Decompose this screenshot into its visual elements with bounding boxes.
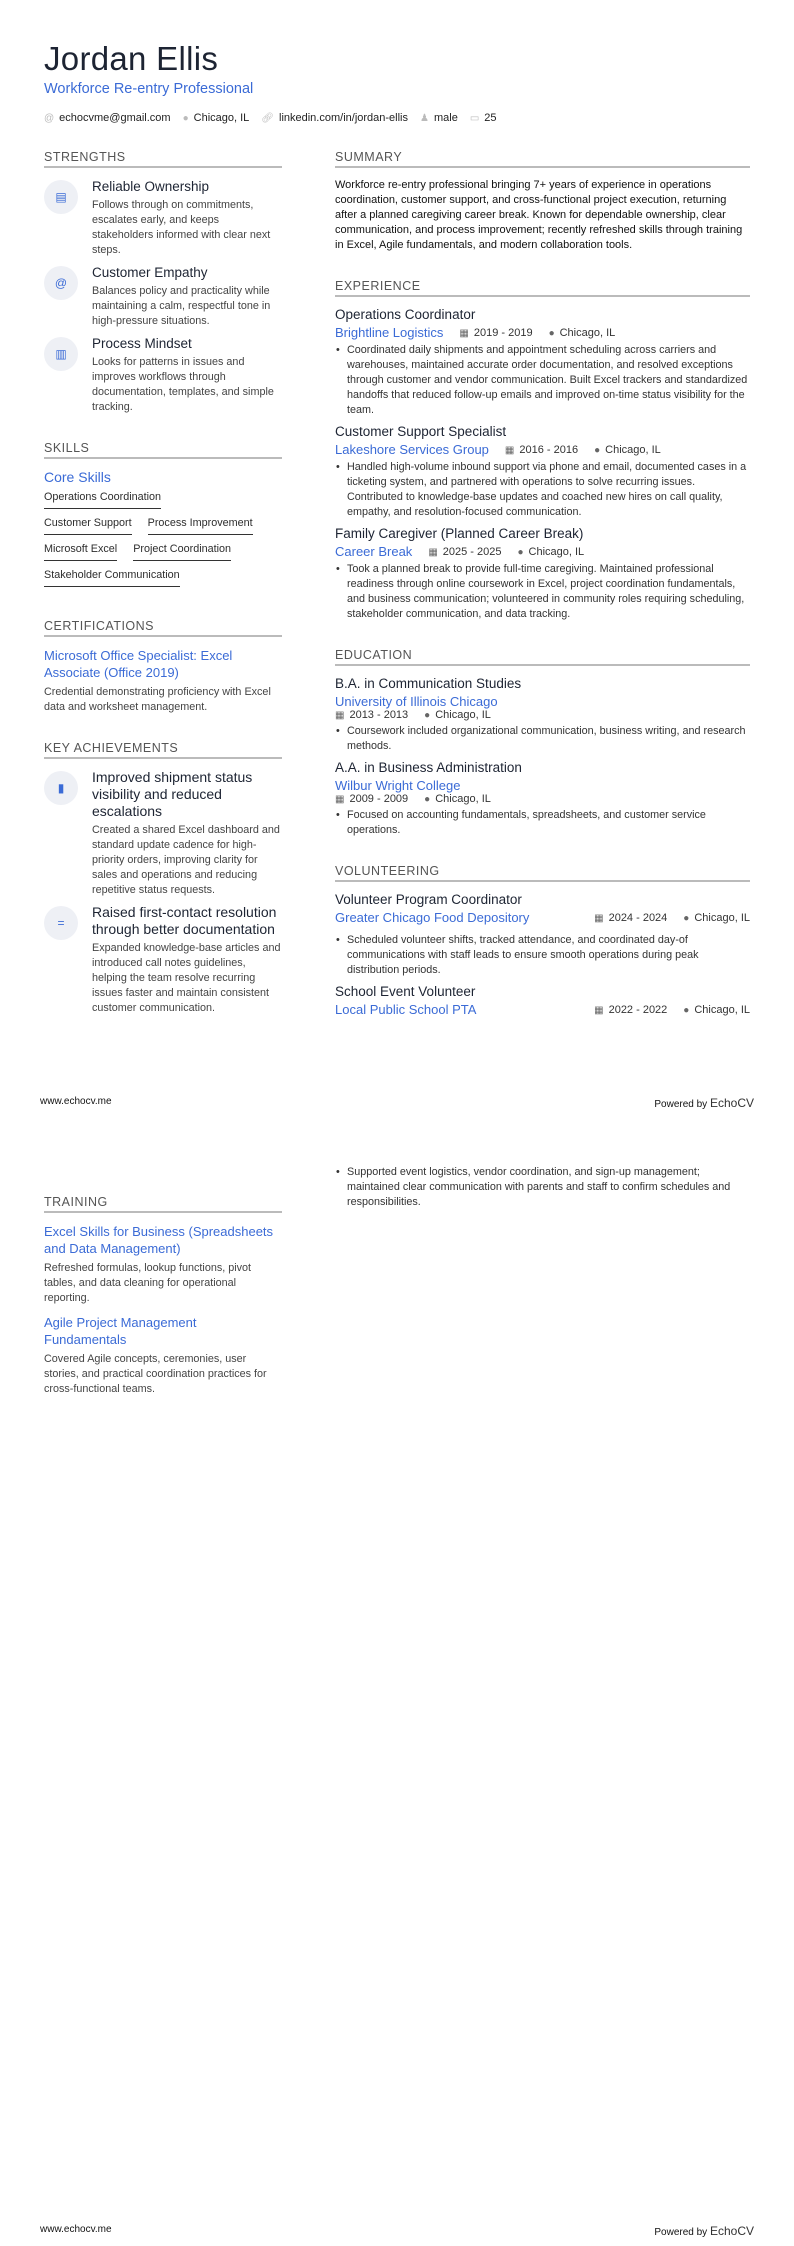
section-heading: KEY ACHIEVEMENTS <box>44 741 282 759</box>
strength-item <box>44 264 282 329</box>
location-pin-icon: ● <box>182 113 189 124</box>
chart-icon: ▥ <box>44 337 78 371</box>
link-icon: 🔗︎ <box>261 113 274 124</box>
volunteer-location: Chicago, IL <box>694 1003 750 1016</box>
calendar-icon: ▭ <box>469 113 480 124</box>
volunteer-title: Volunteer Program Coordinator <box>335 892 522 907</box>
school-name: Wilbur Wright College <box>335 778 461 793</box>
candidate-name: Jordan Ellis <box>44 40 219 77</box>
experience-item <box>335 307 750 418</box>
contact-list <box>44 112 750 124</box>
skill-tag: Process Improvement <box>148 515 253 535</box>
job-bullet: • Took a planned break to provide full-time caregiving. Maintained professional readiness through online coursework in Excel, project coordination fundamentals, and business communication; volunteered in community roles requiring scheduling, stakeholder communication, and data tracking. <box>335 562 750 622</box>
organization-name: Local Public School PTA <box>335 1002 477 1017</box>
company-name: Career Break <box>335 544 413 559</box>
location-pin-icon: ● <box>424 710 431 721</box>
job-title: Customer Support Specialist <box>335 424 507 439</box>
edu-location: Chicago, IL <box>435 793 491 805</box>
location-pin-icon: ● <box>517 546 524 558</box>
lines-icon: = <box>44 906 78 940</box>
strength-desc: Looks for patterns in issues and improves workflows through documentation, templates, and simple tracking. <box>92 356 274 413</box>
achievement-title: Improved shipment status visibility and reduced escalations <box>92 769 253 819</box>
volunteer-dates: 2022 - 2022 <box>608 1003 668 1016</box>
calendar-icon: ▦ <box>459 327 469 339</box>
education-item <box>335 676 750 754</box>
resume-page-2 <box>0 1123 794 2246</box>
contact-text: echocvme@gmail.com <box>59 112 171 124</box>
volunteer-bullet: • Scheduled volunteer shifts, tracked attendance, and coordinated day-of communications with staff leads to ensure smooth operations during peak distribution periods. <box>335 933 750 978</box>
summary-section <box>335 150 750 253</box>
volunteer-location: Chicago, IL <box>694 911 750 924</box>
degree: B.A. in Communication Studies <box>335 676 522 691</box>
training-desc: Covered Agile concepts, ceremonies, user stories, and practical coordination practices for cross-functional teams. <box>44 1353 267 1395</box>
summary-text: Workforce re-entry professional bringing 7+ years of experience in operations coordination, customer support, and cross-functional project execution, returning after a planned caregiving career break. Known for dependable ownership, clear communication, and process improvement; recently refreshed skills through training in Excel, Agile fundamentals, and modern collaboration tools. <box>335 179 743 251</box>
left-column-continued <box>44 1195 282 1423</box>
candidate-title: Workforce Re-entry Professional <box>44 81 254 97</box>
education-item <box>335 760 750 838</box>
calendar-icon: ▦ <box>594 1004 604 1016</box>
powered-by-label: Powered by <box>654 2227 708 2238</box>
strength-desc: Balances policy and practicality while maintaining a calm, respectful tone in high-pressure situations. <box>92 285 271 327</box>
training-section <box>44 1195 282 1397</box>
experience-section <box>335 279 750 622</box>
contact-text: Chicago, IL <box>193 112 250 124</box>
powered-by <box>654 2224 754 2238</box>
volunteering-section <box>335 864 750 1017</box>
powered-by <box>654 1096 754 1110</box>
resume-header <box>44 40 750 124</box>
contact-gender <box>420 112 458 124</box>
calendar-icon: ▦ <box>594 912 604 924</box>
edu-bullet: • Focused on accounting fundamentals, spreadsheets, and customer service operations. <box>335 808 750 838</box>
contact-text: 25 <box>484 112 497 124</box>
footer-site-link[interactable]: www.echocv.me <box>40 2224 112 2235</box>
volunteer-title: School Event Volunteer <box>335 984 476 999</box>
brand-logo[interactable]: EchoCV <box>709 1096 754 1110</box>
edu-dates: 2013 - 2013 <box>349 709 409 721</box>
volunteer-bullet: • Supported event logistics, vendor coordination, and sign-up management; maintained clear communication with parents and staff to confirm schedules and responsibilities. <box>335 1165 750 1210</box>
training-desc: Refreshed formulas, lookup functions, pivot tables, and data cleaning for operational reporting. <box>44 1262 252 1304</box>
company-name: Brightline Logistics <box>335 325 444 340</box>
at-icon: @ <box>44 113 55 124</box>
calendar-icon: ▦ <box>428 546 438 558</box>
job-location: Chicago, IL <box>528 545 585 558</box>
at-icon: @ <box>44 266 78 300</box>
document-icon: ▮ <box>44 771 78 805</box>
skill-group-title: Core Skills <box>44 469 111 485</box>
skill-tag: Customer Support <box>44 515 132 535</box>
strength-item <box>44 178 282 258</box>
edu-location: Chicago, IL <box>435 709 491 721</box>
achievement-item <box>44 769 282 898</box>
right-column-continued <box>335 1165 750 1210</box>
right-column <box>335 150 750 1043</box>
contact-age <box>470 112 497 124</box>
calendar-icon: ▦ <box>504 444 515 456</box>
company-name: Lakeshore Services Group <box>335 442 489 457</box>
location-pin-icon: ● <box>594 444 601 456</box>
page-footer <box>40 1096 754 1110</box>
calendar-icon: ▦ <box>335 710 345 721</box>
section-heading: EXPERIENCE <box>335 279 750 297</box>
contact-linkedin[interactable] <box>261 112 408 124</box>
experience-item <box>335 424 750 520</box>
page-footer <box>40 2224 754 2238</box>
achievements-section <box>44 741 282 1016</box>
degree: A.A. in Business Administration <box>335 760 522 775</box>
section-heading: CERTIFICATIONS <box>44 619 282 637</box>
job-dates: 2016 - 2016 <box>519 443 579 456</box>
job-location: Chicago, IL <box>559 326 616 339</box>
footer-site-link[interactable]: www.echocv.me <box>40 1096 112 1107</box>
school-name: University of Illinois Chicago <box>335 694 498 709</box>
achievement-title: Raised first-contact resolution through better documentation <box>92 904 277 937</box>
left-column <box>44 150 282 1042</box>
calendar-icon: ▦ <box>335 794 345 805</box>
contact-email[interactable] <box>44 112 171 124</box>
volunteer-dates: 2024 - 2024 <box>608 911 668 924</box>
volunteer-item <box>335 984 750 1017</box>
section-heading: SUMMARY <box>335 150 750 168</box>
training-title: Excel Skills for Business (Spreadsheets and Data Management) <box>44 1224 274 1256</box>
organization-name: Greater Chicago Food Depository <box>335 910 530 925</box>
certification-desc: Credential demonstrating proficiency with Excel data and worksheet management. <box>44 686 271 713</box>
achievement-desc: Created a shared Excel dashboard and standard update cadence for high-priority orders, improving clarity for sales and operations and reducing repetitive status requests. <box>92 824 280 896</box>
job-bullet: • Handled high-volume inbound support via phone and email, documented cases in a ticketing system, and partnered with operations to solve recurring issues. Contributed to knowledge-base updates and coached new hires on call quality, empathy, and resolution-focused communication. <box>335 460 750 520</box>
strength-title: Reliable Ownership <box>92 179 210 194</box>
section-heading: SKILLS <box>44 441 282 459</box>
strength-title: Customer Empathy <box>92 265 208 280</box>
experience-item <box>335 526 750 622</box>
achievement-desc: Expanded knowledge-base articles and introduced call notes guidelines, helping the team resolve recurring issues faster and maintain consistent customer communication. <box>92 942 281 1014</box>
strength-title: Process Mindset <box>92 336 192 351</box>
skill-tags <box>44 489 282 593</box>
skill-tag: Project Coordination <box>133 541 231 561</box>
job-title: Family Caregiver (Planned Career Break) <box>335 526 584 541</box>
location-pin-icon: ● <box>548 327 555 339</box>
job-title: Operations Coordinator <box>335 307 476 322</box>
section-heading: STRENGTHS <box>44 150 282 168</box>
job-dates: 2025 - 2025 <box>442 545 502 558</box>
skill-tag: Stakeholder Communication <box>44 567 180 587</box>
contact-location <box>183 112 250 124</box>
job-dates: 2019 - 2019 <box>473 326 533 339</box>
powered-by-label: Powered by <box>654 1099 708 1110</box>
location-pin-icon: ● <box>683 1004 690 1016</box>
cake-icon: ▤ <box>44 180 78 214</box>
certification-title: Microsoft Office Specialist: Excel Associate (Office 2019) <box>44 648 233 680</box>
strength-desc: Follows through on commitments, escalates early, and keeps stakeholders informed with clear next steps. <box>92 199 271 256</box>
person-icon: ♟ <box>420 113 429 124</box>
contact-text: linkedin.com/in/jordan-ellis <box>279 112 409 124</box>
skill-tag: Operations Coordination <box>44 489 161 509</box>
location-pin-icon: ● <box>424 794 431 805</box>
volunteer-item <box>335 892 750 978</box>
training-title: Agile Project Management Fundamentals <box>44 1315 197 1347</box>
job-bullet: • Coordinated daily shipments and appointment scheduling across carriers and warehouses, maintained accurate order documentation, and resolved exceptions through customer and vendor communication. Built Excel trackers and standardized handoffs that reduced follow-up emails and improved on-time status visibility for the team. <box>335 343 750 418</box>
education-section <box>335 648 750 838</box>
job-location: Chicago, IL <box>605 443 661 456</box>
section-heading: TRAINING <box>44 1195 282 1213</box>
achievement-item <box>44 904 282 1016</box>
skill-tag: Microsoft Excel <box>44 541 117 561</box>
certifications-section <box>44 619 282 715</box>
edu-dates: 2009 - 2009 <box>349 793 409 805</box>
section-heading: EDUCATION <box>335 648 750 666</box>
strength-item <box>44 335 282 415</box>
section-heading: VOLUNTEERING <box>335 864 750 882</box>
strengths-section <box>44 150 282 415</box>
brand-logo[interactable]: EchoCV <box>709 2224 754 2238</box>
skills-section <box>44 441 282 593</box>
contact-text: male <box>433 112 458 124</box>
edu-bullet: • Coursework included organizational communication, business writing, and research methods. <box>335 724 750 754</box>
location-pin-icon: ● <box>683 912 690 924</box>
